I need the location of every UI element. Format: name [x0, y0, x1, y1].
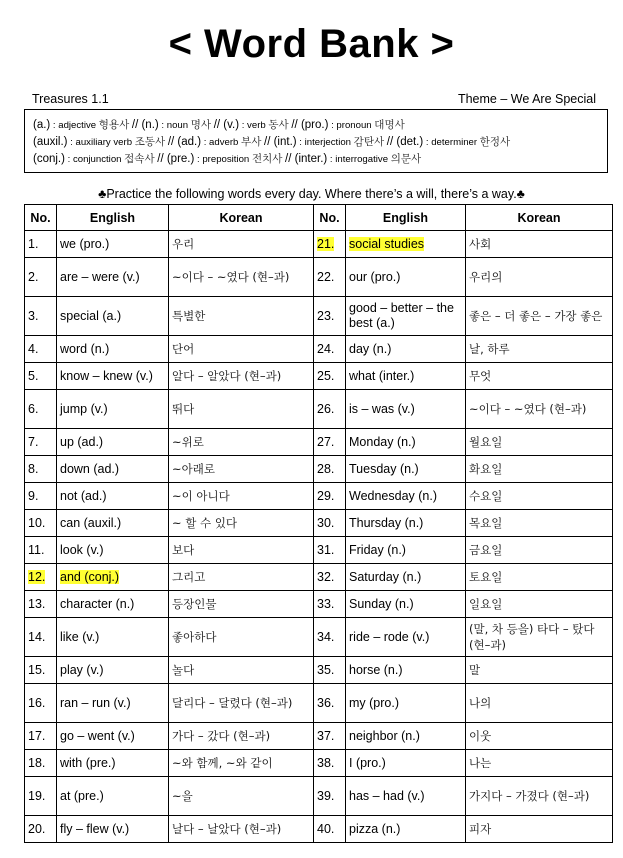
legend-term: : preposition: [194, 154, 252, 165]
english-word: [346, 231, 466, 258]
legend-korean: 한정사: [479, 136, 511, 148]
english-word: our (pro.): [346, 258, 466, 297]
english-word: with (pre.): [57, 750, 169, 777]
word-number: 36.: [314, 684, 346, 723]
legend-korean: 전치사: [251, 153, 283, 165]
table-row: [25, 510, 613, 537]
korean-meaning: 수요일: [466, 483, 613, 510]
word-number: 24.: [314, 336, 346, 363]
legend-line: [33, 117, 599, 134]
legend-term: : adverb: [201, 137, 242, 148]
korean-meaning: 좋은 – 더 좋은 – 가장 좋은: [466, 297, 613, 336]
word-number: 17.: [25, 723, 57, 750]
word-number: 4.: [25, 336, 57, 363]
korean-meaning: 우리: [169, 231, 314, 258]
english-word: are – were (v.): [57, 258, 169, 297]
word-number: 35.: [314, 657, 346, 684]
word-number: 26.: [314, 390, 346, 429]
korean-meaning: 뛰다: [169, 390, 314, 429]
table-row: [25, 723, 613, 750]
legend-abbrev: // (n.): [131, 119, 159, 131]
table-row: [25, 537, 613, 564]
word-number: 11.: [25, 537, 57, 564]
word-number: 10.: [25, 510, 57, 537]
korean-meaning: ~이다 – ~였다 (현–과): [466, 390, 613, 429]
theme-label: Theme – We Are Special: [457, 92, 596, 106]
page-title: < Word Bank >: [168, 22, 455, 66]
word-table: [24, 204, 613, 843]
korean-meaning: 보다: [169, 537, 314, 564]
legend-korean: 의문사: [390, 153, 422, 165]
word-number: 23.: [314, 297, 346, 336]
korean-meaning: ~을: [169, 777, 314, 816]
legend-abbrev: (a.): [33, 119, 51, 131]
table-row: [25, 684, 613, 723]
table-row: [25, 777, 613, 816]
legend-korean: 형용사: [98, 119, 130, 131]
legend-korean: 조동사: [134, 136, 166, 148]
header-korean: Korean: [466, 205, 613, 231]
header-korean: Korean: [169, 205, 314, 231]
english-word: horse (n.): [346, 657, 466, 684]
legend-term: : interrogative: [327, 154, 391, 165]
korean-meaning: 가다 – 갔다 (현–과): [169, 723, 314, 750]
korean-meaning: 사회: [466, 231, 613, 258]
legend-korean: 접속사: [124, 153, 155, 165]
korean-meaning: ~아래로: [169, 456, 314, 483]
korean-meaning: 날, 하루: [466, 336, 613, 363]
english-word: know – knew (v.): [57, 363, 169, 390]
word-number: 31.: [314, 537, 346, 564]
korean-meaning: 목요일: [466, 510, 613, 537]
korean-meaning: 금요일: [466, 537, 613, 564]
korean-meaning: 일요일: [466, 591, 613, 618]
english-word: go – went (v.): [57, 723, 169, 750]
korean-meaning: 월요일: [466, 429, 613, 456]
korean-meaning: 놀다: [169, 657, 314, 684]
korean-meaning: 단어: [169, 336, 314, 363]
korean-meaning: (말, 차 등을) 타다 – 탔다 (현–과): [466, 618, 613, 657]
table-row: [25, 456, 613, 483]
legend-term: : interjection: [296, 137, 354, 148]
english-word: Wednesday (n.): [346, 483, 466, 510]
english-word: pizza (n.): [346, 816, 466, 843]
word-number: 28.: [314, 456, 346, 483]
english-word: fly – flew (v.): [57, 816, 169, 843]
legend-line: [33, 151, 599, 168]
korean-meaning: 무엇: [466, 363, 613, 390]
table-row: [25, 564, 613, 591]
word-number: 34.: [314, 618, 346, 657]
korean-meaning: 알다 – 알았다 (현–과): [169, 363, 314, 390]
legend-abbrev: // (int.): [264, 136, 297, 148]
header-no: No.: [25, 205, 57, 231]
header-no: No.: [314, 205, 346, 231]
word-number: 9.: [25, 483, 57, 510]
english-word: down (ad.): [57, 456, 169, 483]
word-number: [25, 564, 57, 591]
korean-meaning: 나는: [466, 750, 613, 777]
word-number: 27.: [314, 429, 346, 456]
english-word: ran – run (v.): [57, 684, 169, 723]
english-word: at (pre.): [57, 777, 169, 816]
table-row: [25, 336, 613, 363]
table-row: [25, 258, 613, 297]
english-word: is – was (v.): [346, 390, 466, 429]
english-word: Monday (n.): [346, 429, 466, 456]
english-word: Sunday (n.): [346, 591, 466, 618]
word-number: 37.: [314, 723, 346, 750]
english-word: special (a.): [57, 297, 169, 336]
korean-meaning: 달리다 – 달렸다 (현–과): [169, 684, 314, 723]
header-english: English: [57, 205, 169, 231]
legend-line: [33, 134, 599, 151]
table-row: [25, 657, 613, 684]
practice-note: ♣Practice the following words every day. Where there’s a will, there’s a way.♣: [98, 187, 525, 201]
legend-korean: 부사: [241, 136, 262, 148]
legend-term: : auxiliary verb: [67, 137, 135, 148]
legend-term: : conjunction: [64, 154, 125, 165]
legend-abbrev: // (v.): [213, 119, 240, 131]
english-word: like (v.): [57, 618, 169, 657]
korean-meaning: ~이 아니다: [169, 483, 314, 510]
english-word: day (n.): [346, 336, 466, 363]
korean-meaning: 좋아하다: [169, 618, 314, 657]
english-word: good – better – the best (a.): [346, 297, 466, 336]
word-number: 8.: [25, 456, 57, 483]
word-number: 14.: [25, 618, 57, 657]
word-number: 40.: [314, 816, 346, 843]
word-number: 3.: [25, 297, 57, 336]
word-number: 20.: [25, 816, 57, 843]
word-number: [314, 231, 346, 258]
legend-term: : noun: [158, 120, 191, 131]
korean-meaning: 화요일: [466, 456, 613, 483]
english-word: has – had (v.): [346, 777, 466, 816]
korean-meaning: 특별한: [169, 297, 314, 336]
korean-meaning: ~ 할 수 있다: [169, 510, 314, 537]
highlighted-text: and (conj.): [60, 569, 120, 584]
word-number: 30.: [314, 510, 346, 537]
word-number: 13.: [25, 591, 57, 618]
legend-korean: 감탄사: [353, 136, 385, 148]
header-english: English: [346, 205, 466, 231]
korean-meaning: 피자: [466, 816, 613, 843]
english-word: up (ad.): [57, 429, 169, 456]
english-word: jump (v.): [57, 390, 169, 429]
table-row: [25, 591, 613, 618]
legend-abbrev: (auxil.): [33, 136, 68, 148]
legend-abbrev: // (pre.): [157, 153, 195, 165]
english-word: Friday (n.): [346, 537, 466, 564]
word-number: 25.: [314, 363, 346, 390]
highlighted-text: social studies: [349, 236, 425, 251]
legend-abbrev: // (det.): [386, 136, 424, 148]
word-number: 38.: [314, 750, 346, 777]
english-word: my (pro.): [346, 684, 466, 723]
word-number: 29.: [314, 483, 346, 510]
legend-abbrev: // (inter.): [285, 153, 328, 165]
english-word: Saturday (n.): [346, 564, 466, 591]
word-number: 39.: [314, 777, 346, 816]
table-row: [25, 231, 613, 258]
legend-korean: 동사: [268, 119, 289, 131]
table-row: [25, 297, 613, 336]
english-word: character (n.): [57, 591, 169, 618]
english-word: we (pro.): [57, 231, 169, 258]
legend-abbrev: // (ad.): [167, 136, 202, 148]
english-word: neighbor (n.): [346, 723, 466, 750]
english-word: look (v.): [57, 537, 169, 564]
word-number: 32.: [314, 564, 346, 591]
table-row: [25, 483, 613, 510]
word-number: 16.: [25, 684, 57, 723]
english-word: not (ad.): [57, 483, 169, 510]
legend-abbrev: // (pro.): [291, 119, 329, 131]
korean-meaning: 토요일: [466, 564, 613, 591]
korean-meaning: 그리고: [169, 564, 314, 591]
word-number: 6.: [25, 390, 57, 429]
english-word: Tuesday (n.): [346, 456, 466, 483]
legend-korean: 대명사: [374, 119, 405, 131]
legend-term: : pronoun: [328, 120, 375, 131]
english-word: ride – rode (v.): [346, 618, 466, 657]
english-word: play (v.): [57, 657, 169, 684]
table-header-row: [25, 205, 613, 231]
legend-term: : adjective: [50, 120, 99, 131]
korean-meaning: 가지다 – 가졌다 (현–과): [466, 777, 613, 816]
korean-meaning: ~와 함께, ~와 같이: [169, 750, 314, 777]
word-number: 19.: [25, 777, 57, 816]
legend-term: : verb: [239, 120, 269, 131]
table-row: [25, 363, 613, 390]
english-word: word (n.): [57, 336, 169, 363]
english-word: can (auxil.): [57, 510, 169, 537]
source-label: Treasures 1.1: [32, 92, 109, 106]
english-word: I (pro.): [346, 750, 466, 777]
korean-meaning: 나의: [466, 684, 613, 723]
word-number: 5.: [25, 363, 57, 390]
word-number: 2.: [25, 258, 57, 297]
table-row: [25, 750, 613, 777]
korean-meaning: 등장인물: [169, 591, 314, 618]
legend-term: : determiner: [423, 137, 480, 148]
word-number: 33.: [314, 591, 346, 618]
korean-meaning: 말: [466, 657, 613, 684]
korean-meaning: ~위로: [169, 429, 314, 456]
word-number: 22.: [314, 258, 346, 297]
english-word: Thursday (n.): [346, 510, 466, 537]
table-row: [25, 429, 613, 456]
legend-abbrev: (conj.): [33, 153, 65, 165]
legend-korean: 명사: [190, 119, 212, 131]
korean-meaning: 우리의: [466, 258, 613, 297]
korean-meaning: ~이다 – ~였다 (현–과): [169, 258, 314, 297]
table-row: [25, 618, 613, 657]
word-number: 1.: [25, 231, 57, 258]
korean-meaning: 날다 – 날았다 (현–과): [169, 816, 314, 843]
highlighted-text: 21.: [317, 237, 335, 251]
word-number: 7.: [25, 429, 57, 456]
word-number: 15.: [25, 657, 57, 684]
table-row: [25, 390, 613, 429]
english-word: what (inter.): [346, 363, 466, 390]
korean-meaning: 이웃: [466, 723, 613, 750]
highlighted-text: 12.: [28, 570, 46, 584]
part-of-speech-legend: [24, 109, 608, 173]
english-word: [57, 564, 169, 591]
word-number: 18.: [25, 750, 57, 777]
table-row: [25, 816, 613, 843]
